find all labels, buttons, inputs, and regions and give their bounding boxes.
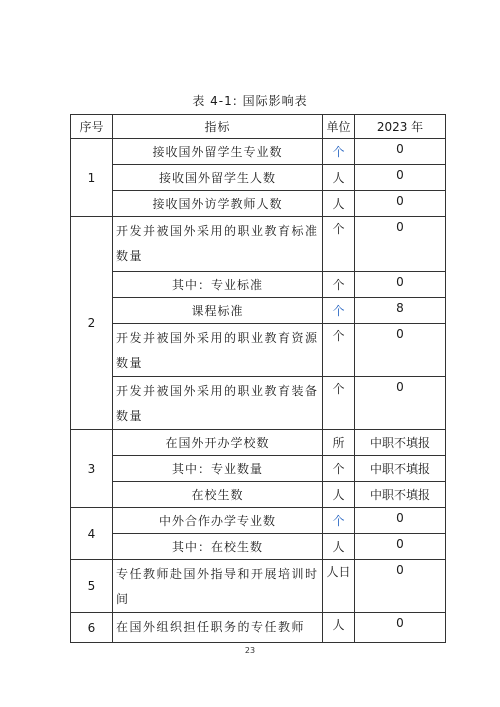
indicator-cell: 开发并被国外采用的职业教育资源数量 [113,324,323,377]
table-row [71,508,446,534]
unit-cell: 所 [323,430,355,456]
table-row [71,456,446,482]
value-cell: 0 [355,560,446,613]
unit-cell: 人 [323,613,355,643]
value-cell: 0 [355,324,446,377]
unit-cell: 人日 [323,560,355,613]
indicator-cell: 接收国外留学生人数 [113,165,323,191]
indicator-cell: 开发并被国外采用的职业教育标准数量 [113,217,323,272]
table-row [71,482,446,508]
unit-cell: 人 [323,165,355,191]
table-row [71,191,446,217]
unit-cell: 个 [323,456,355,482]
value-cell: 0 [355,272,446,298]
seq-cell: 2 [71,217,113,430]
table-row [71,324,446,377]
unit-cell: 人 [323,191,355,217]
page-number: 23 [244,646,256,655]
unit-cell: 人 [323,534,355,560]
unit-cell: 个 [323,508,355,534]
table-row [71,272,446,298]
unit-cell: 个 [323,377,355,430]
table-caption: 表 4-1: 国际影响表 [192,94,308,108]
indicator-cell: 其中：专业数量 [113,456,323,482]
indicator-cell: 接收国外访学教师人数 [113,191,323,217]
value-cell: 0 [355,377,446,430]
unit-cell: 个 [323,324,355,377]
international-influence-table [70,114,446,643]
unit-cell: 个 [323,217,355,272]
header-year: 2023 年 [355,115,446,139]
value-cell: 中职不填报 [355,482,446,508]
header-indicator: 指标 [113,115,323,139]
indicator-cell: 课程标准 [113,298,323,324]
header-unit: 单位 [323,115,355,139]
unit-cell: 个 [323,272,355,298]
table-row [71,165,446,191]
table-row [71,298,446,324]
value-cell: 0 [355,217,446,272]
table-row [71,560,446,613]
unit-cell: 人 [323,482,355,508]
table-row [71,377,446,430]
indicator-cell: 在国外开办学校数 [113,430,323,456]
table-row [71,217,446,272]
value-cell: 0 [355,613,446,643]
unit-cell: 个 [323,298,355,324]
value-cell: 0 [355,508,446,534]
value-cell: 0 [355,191,446,217]
unit-cell: 个 [323,139,355,165]
value-cell: 0 [355,165,446,191]
seq-cell: 6 [71,613,113,643]
header-row [71,115,446,139]
indicator-cell: 在校生数 [113,482,323,508]
header-seq: 序号 [71,115,113,139]
seq-cell: 4 [71,508,113,560]
indicator-cell: 中外合作办学专业数 [113,508,323,534]
value-cell: 中职不填报 [355,456,446,482]
table-row [71,139,446,165]
seq-cell: 5 [71,560,113,613]
indicator-cell: 开发并被国外采用的职业教育装备数量 [113,377,323,430]
indicator-cell: 其中：在校生数 [113,534,323,560]
table-row [71,430,446,456]
value-cell: 0 [355,534,446,560]
value-cell: 0 [355,139,446,165]
value-cell: 8 [355,298,446,324]
indicator-cell: 专任教师赴国外指导和开展培训时间 [113,560,323,613]
indicator-cell: 在国外组织担任职务的专任教师 [113,613,323,643]
table-row [71,534,446,560]
indicator-cell: 其中：专业标准 [113,272,323,298]
seq-cell: 1 [71,139,113,217]
seq-cell: 3 [71,430,113,508]
value-cell: 中职不填报 [355,430,446,456]
table-row [71,613,446,643]
indicator-cell: 接收国外留学生专业数 [113,139,323,165]
